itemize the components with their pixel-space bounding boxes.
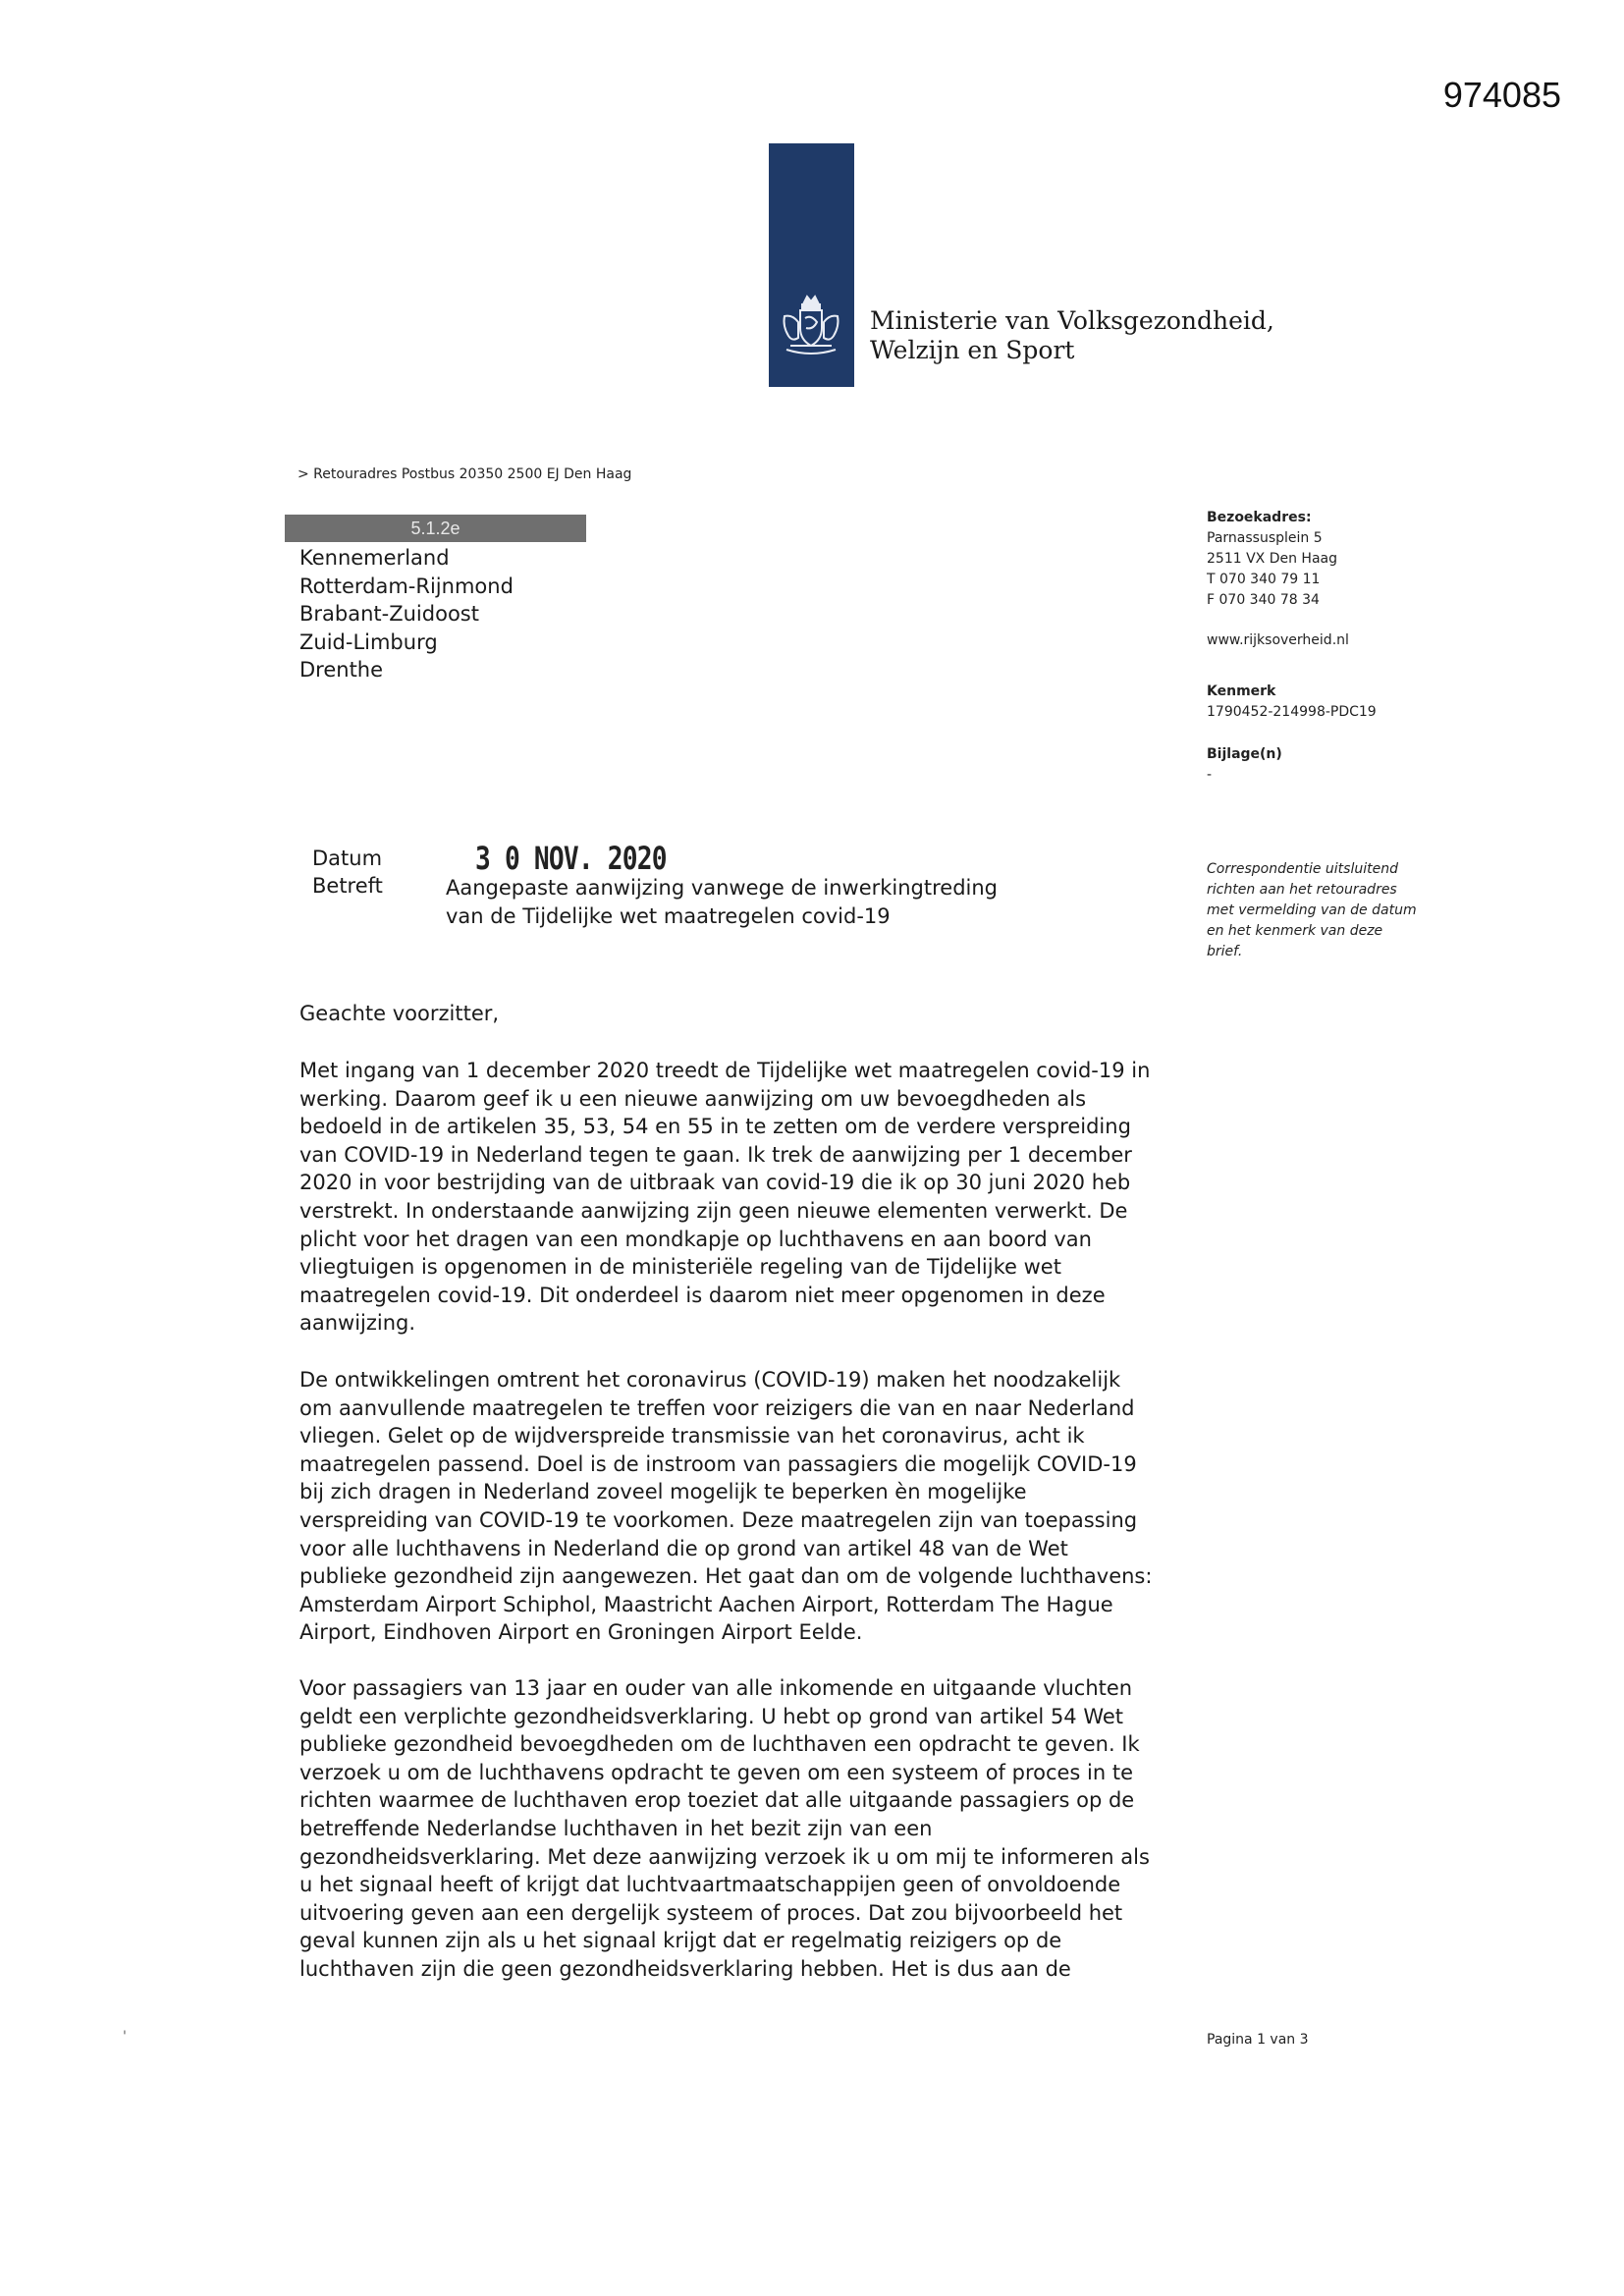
body-line: verspreiding van COVID-19 te voorkomen. Deze maatregelen zijn van toepassing [299,1507,1138,1532]
body-line: u het signaal heeft of krijgt dat luchtvaartmaatschappijen geen of onvoldoende [299,1873,1121,1897]
ministry-name [870,306,1274,365]
attachment-value: - [1207,767,1213,783]
body-line: verstrekt. In onderstaande aanwijzing zijn geen nieuwe elementen verwerkt. De [299,1198,1128,1223]
body-line: geldt een verplichte gezondheidsverklaring. U hebt op grond van artikel 54 Wet [299,1704,1124,1728]
reference-value: 1790452-214998-PDC19 [1207,704,1377,720]
body-line: Voor passagiers van 13 jaar en ouder van alle inkomende en uitgaande vluchten [299,1676,1133,1700]
note-line: Correspondentie uitsluitend [1207,861,1398,877]
body-line: geval kunnen zijn als u het signaal krijgt dat er regelmatig reizigers op de [299,1929,1062,1953]
body-line: uitvoering geven aan een dergelijk systeem of proces. Dat zou bijvoorbeeld het [299,1900,1123,1925]
body-line: betreffende Nederlandse luchthaven in het bezit zijn van een [299,1816,933,1840]
body-paragraph [299,1674,1203,1984]
scan-mark: ' [123,2029,127,2045]
recipient-list [299,544,514,684]
date-label: Datum [312,847,383,870]
body-line: Met ingang van 1 december 2020 treedt de Tijdelijke wet maatregelen covid-19 in [299,1059,1151,1082]
body-paragraph [299,1057,1203,1338]
note-line: richten aan het retouradres [1207,882,1397,898]
ministry-line-2: Welzijn en Sport [870,336,1075,364]
body-line: vliegen. Gelet op de wijdverspreide transmissie van het coronavirus, acht ik [299,1424,1085,1449]
recipient-line: Kennemerland [299,546,450,570]
body-line: van COVID-19 in Nederland tegen te gaan. Ik trek de aanwijzing per 1 december [299,1142,1132,1167]
body-line: maatregelen passend. Doel is de instroom van passagiers die mogelijk COVID-19 [299,1451,1137,1476]
ministry-line-1: Ministerie van Volksgezondheid, [870,306,1274,335]
postal-code: 2511 VX Den Haag [1207,551,1337,567]
website-link[interactable]: www.rijksoverheid.nl [1207,632,1349,648]
body-line: De ontwikkelingen omtrent het coronavirus (COVID-19) maken het noodzakelijk [299,1368,1121,1392]
return-address: > Retouradres Postbus 20350 2500 EJ Den Haag [298,466,632,482]
note-line: met vermelding van de datum [1207,902,1417,918]
body-line: aanwijzing. [299,1311,416,1336]
recipient-line: Zuid-Limburg [299,629,438,654]
body-line: richten waarmee de luchthaven erop toeziet dat alle uitgaande passagiers op de [299,1788,1135,1813]
attachment-label: Bijlage(n) [1207,746,1282,762]
body-line: bij zich dragen in Nederland zoveel mogelijk te beperken èn mogelijke [299,1480,1027,1504]
body-line: publieke gezondheid zijn aangewezen. Het gaat dan om de volgende luchthavens: [299,1564,1153,1589]
body-line: werking. Daarom geef ik u een nieuwe aanwijzing om uw bevoegdheden als [299,1086,1087,1111]
salutation: Geachte voorzitter, [299,1002,500,1025]
body-line: voor alle luchthavens in Nederland die op grond van artikel 48 van de Wet [299,1536,1068,1560]
recipient-line: Drenthe [299,658,384,683]
recipient-line: Brabant-Zuidoost [299,602,479,627]
street: Parnassusplein 5 [1207,530,1323,546]
note-line: brief. [1207,944,1243,959]
body-paragraph [299,1366,1203,1647]
recipient-line: Rotterdam-Rijnmond [299,574,514,598]
subject-line-1: Aangepaste aanwijzing vanwege de inwerkingtreding [446,876,999,900]
body-line: publieke gezondheid bevoegdheden om de luchthaven een opdracht te geven. Ik [299,1732,1140,1757]
body-line: 2020 in voor bestrijding van de uitbraak van covid-19 die ik op 30 juni 2020 heb [299,1171,1131,1195]
ministry-logo [769,143,854,387]
phone: T 070 340 79 11 [1207,572,1321,587]
body-line: maatregelen covid-19. Dit onderdeel is daarom niet meer opgenomen in deze [299,1283,1106,1307]
correspondence-note [1207,859,1472,962]
body-line: luchthaven zijn die geen gezondheidsverklaring hebben. Het is dus aan de [299,1956,1071,1981]
body-line: bedoeld in de artikelen 35, 53, 54 en 55 in te zetten om de verdere verspreiding [299,1115,1131,1139]
fax: F 070 340 78 34 [1207,592,1320,608]
body-line: gezondheidsverklaring. Met deze aanwijzing verzoek ik u om mij te informeren als [299,1844,1150,1869]
subject-label: Betreft [312,874,383,898]
date-stamp: 3 0 NOV. 2020 [475,840,667,877]
body-line: Amsterdam Airport Schiphol, Maastricht Aachen Airport, Rotterdam The Hague [299,1592,1113,1616]
reference-label: Kenmerk [1207,683,1276,699]
royal-coat-of-arms-icon [777,293,845,361]
redaction-bar: 5.1.2e [285,515,586,542]
body-line: vliegtuigen is opgenomen in de ministeriële regeling van de Tijdelijke wet [299,1255,1061,1280]
body-line: plicht voor het dragen van een mondkapje op luchthavens en aan boord van [299,1227,1092,1251]
body-line: Airport, Eindhoven Airport en Groningen Airport Eelde. [299,1620,863,1645]
body-line: verzoek u om de luchthavens opdracht te geven om een systeem of proces in te [299,1760,1134,1784]
note-line: en het kenmerk van deze [1207,923,1383,939]
visit-address-label: Bezoekadres: [1207,510,1312,525]
subject [446,874,998,931]
subject-line-2: van de Tijdelijke wet maatregelen covid-19 [446,904,891,928]
document-number: 974085 [1442,75,1561,115]
body-line: om aanvullende maatregelen te treffen voor reizigers die van en naar Nederland [299,1395,1135,1420]
page-number: Pagina 1 van 3 [1207,2032,1309,2048]
sidebar-contact [1207,508,1501,786]
